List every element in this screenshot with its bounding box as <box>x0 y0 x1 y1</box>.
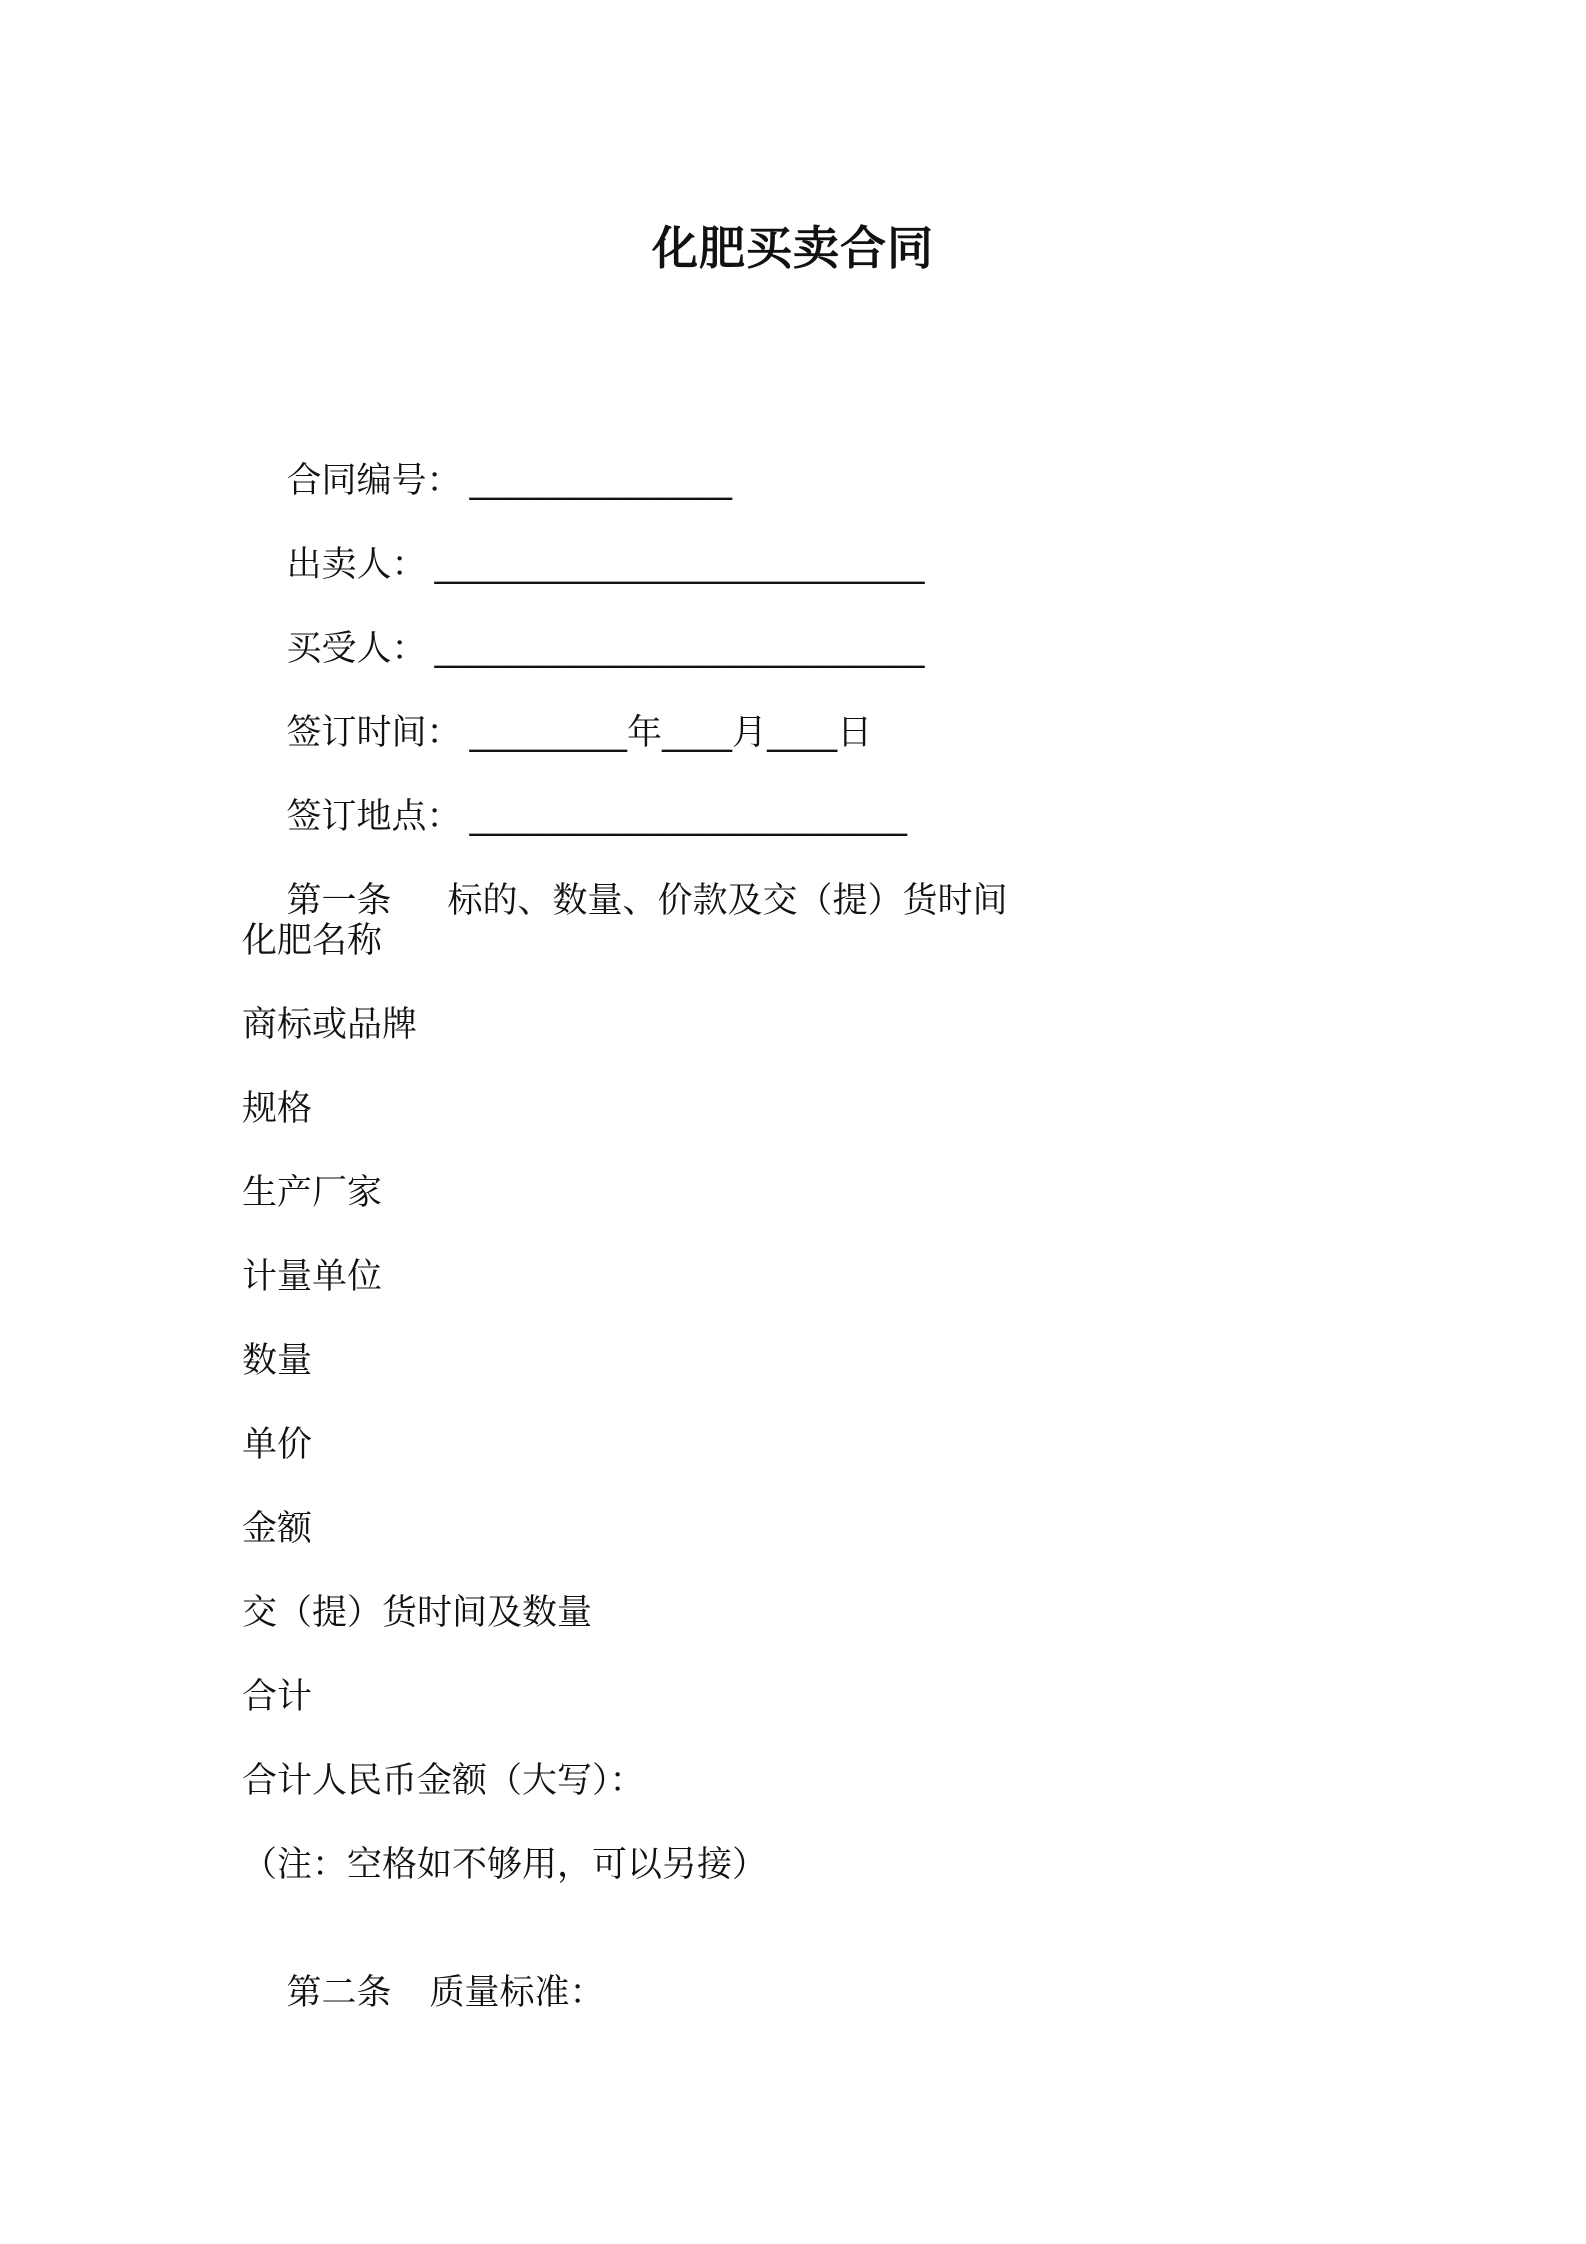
day-blank: ____ <box>767 713 838 753</box>
item-fertilizer-name: 化肥名称 <box>242 921 383 961</box>
sign-place-blank: _________________________ <box>469 797 908 837</box>
item-delivery-time-quantity: 交（提）货时间及数量 <box>242 1593 593 1633</box>
document-title: 化肥买卖合同 <box>652 221 934 275</box>
month-label: 月 <box>732 713 768 753</box>
item-total: 合计 <box>242 1677 313 1717</box>
item-unit: 计量单位 <box>242 1257 383 1297</box>
item-note: （注：空格如不够用，可以另接） <box>242 1845 768 1885</box>
sign-date-label: 签订时间： <box>286 713 462 753</box>
month-blank: ____ <box>662 713 733 753</box>
article1-number: 第一条 <box>286 881 392 921</box>
sign-place-label: 签订地点： <box>286 797 462 837</box>
contract-number-blank: _______________ <box>469 461 733 501</box>
item-total-rmb-uppercase: 合计人民币金额（大写）： <box>242 1761 645 1801</box>
item-quantity: 数量 <box>242 1341 313 1381</box>
item-specification: 规格 <box>242 1089 313 1129</box>
year-blank: _________ <box>469 713 628 753</box>
article2-number: 第二条 <box>286 1973 392 2013</box>
day-label: 日 <box>837 713 873 753</box>
item-trademark-brand: 商标或品牌 <box>242 1005 418 1045</box>
buyer-blank: ____________________________ <box>434 629 925 669</box>
item-manufacturer: 生产厂家 <box>242 1173 383 1213</box>
item-amount: 金额 <box>242 1509 313 1549</box>
article2-heading-line <box>242 1927 605 2059</box>
seller-blank: ____________________________ <box>434 545 925 585</box>
buyer-label: 买受人： <box>286 629 427 669</box>
article1-heading: 标的、数量、价款及交（提）货时间 <box>447 881 1008 921</box>
seller-label: 出卖人： <box>286 545 427 585</box>
contract-number-label: 合同编号： <box>286 461 462 501</box>
article2-heading: 质量标准： <box>429 1973 605 2013</box>
item-unit-price: 单价 <box>242 1425 313 1465</box>
year-label: 年 <box>627 713 663 753</box>
